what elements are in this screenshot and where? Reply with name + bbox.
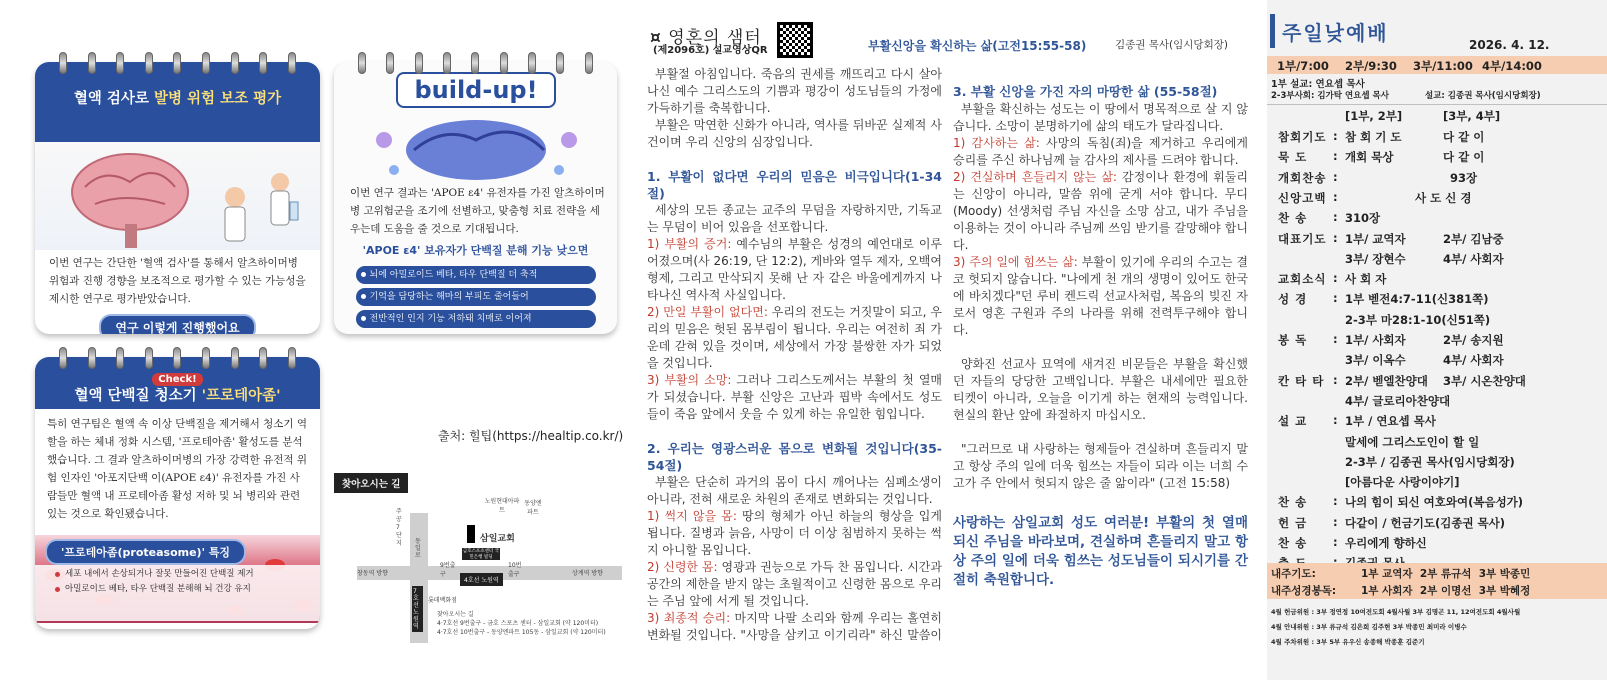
duty-value: 1부 교역자 2부 류규석 3부 박종민	[1361, 568, 1531, 580]
health-card-proteasome	[35, 357, 320, 629]
card3-pill: '프로테아좀(proteasome)' 특징	[45, 539, 246, 565]
order-colon: :	[1333, 372, 1338, 387]
card2-bar: 전반적인 인지 기능 저하돼 치매로 이어져	[356, 310, 596, 328]
order-item-value: 사 회 자	[1345, 272, 1387, 287]
order-divider	[1267, 104, 1607, 105]
sermon-column-left	[647, 66, 942, 644]
column-header: [1부, 2부]	[1345, 109, 1403, 123]
order-item-value: 1부 / 연요셉 목사	[1345, 414, 1436, 429]
order-item-label: 신앙고백	[1278, 190, 1327, 205]
order-item-value: 3부/ 장현수	[1345, 251, 1406, 266]
card3-header: Check! 혈액 단백질 청소기 '프로테아좀'	[35, 357, 320, 409]
card2-rings	[334, 52, 617, 74]
order-item-value: 나의 힘이 되신 여호와여(복음성가)	[1345, 495, 1524, 510]
order-item-value: 다같이 / 헌금기도(김종권 목사)	[1345, 515, 1506, 530]
card1-header: 혈액 검사로 발병 위험 보조 평가	[35, 62, 320, 142]
scripture-quote: "그러므로 내 사랑하는 형제들아 견실하며 흔들리지 말고 항상 주의 일에 더욱 힘쓰는 자들이 되라 이는 너희 수고가 주 안에서 헛되지 않은 줄 앎이라" (고전 15:58)	[953, 442, 1248, 490]
brain-circuit-illustration	[364, 110, 589, 182]
order-item-label: 성 경	[1278, 292, 1308, 307]
directions-map	[332, 468, 622, 648]
card1-rings	[35, 52, 320, 74]
sermon-heading: 2. 우리는 영광스러운 몸으로 변화될 것입니다(35-54절)	[647, 441, 942, 473]
preacher: 김종권 목사(임시당회장)	[1115, 39, 1228, 51]
column-header: [3부, 4부]	[1443, 109, 1501, 123]
map-label: 동양엔파트	[524, 500, 542, 516]
order-item-label: 찬 송	[1278, 211, 1308, 226]
leader-line: 설교: 김종권 목사(임시당회장)	[1425, 91, 1541, 101]
order-colon: :	[1333, 149, 1338, 164]
order-colon: :	[1333, 169, 1338, 184]
sermon-paragraph: 부활은 단순히 과거의 몸이 다시 깨어나는 심폐소생이 아니라, 전혀 새로운 차원의 존재로 변화되는 것입니다.	[647, 475, 942, 506]
order-item-label: 헌 금	[1278, 515, 1308, 530]
duty-label: 내주성경봉독:	[1271, 585, 1337, 597]
duty-label: 내주기도:	[1271, 568, 1316, 580]
order-item-label: 봉 독	[1278, 333, 1308, 347]
issue-label: (제2096호) 설교영상QR	[653, 45, 768, 56]
sermon-point: 2) 신령한 몸: 영광과 권능으로 가득 찬 몸입니다. 시간과 공간의 제한을 받지 않는 초월적이고 신령한 몸으로 우리는 주님 앞에 서게 될 것입니다.	[647, 560, 942, 608]
check-badge: Check!	[152, 373, 202, 386]
church-marker	[467, 525, 475, 543]
card2-bar: 기억을 담당하는 해마의 부피도 줄어들어	[356, 288, 596, 306]
card2-body: 이번 연구 결과는 'APOE ε4' 유전자를 가진 알츠하이머병 고위험군을 조기에 선별하고, 맞춤형 치료 전략을 세우는데 도움을 줄 것으로 기대됩니다.	[350, 187, 605, 235]
card1-pill: 연구 이렇게 진행했어요	[99, 314, 255, 334]
order-note: 4월 주차위원 : 3부 5부 유우신 송종해 박종훈 김준기	[1271, 638, 1425, 646]
map-label: 9번출구	[440, 562, 456, 578]
title-mark-icon: ¤	[650, 28, 662, 48]
order-colon: :	[1333, 413, 1338, 428]
closing-message: 사랑하는 삼일교회 성도 여러분! 부활의 첫 열매 되신 주님을 바라보며, 견실하며 흔들리지 말고 항상 주의 일에 더욱 힘쓰는 성도님들이 되시기를 간절히 축원합니다.	[953, 515, 1248, 588]
order-colon: :	[1333, 189, 1338, 204]
map-label: 창동역 방향	[357, 570, 388, 577]
sermon-point: 1) 부활의 증거: 예수님의 부활은 성경의 예언대로 이루어졌으며(사 26:19, 단 12:2), 게바와 열두 제자, 오백여 형제, 그리고 만삭되지 못해 난 자 같은 바울에게까지 나타나신 역사적 사실입니다.	[647, 237, 943, 302]
order-colon: :	[1333, 271, 1338, 286]
order-colon: :	[1333, 230, 1338, 245]
station-label: 7호선노원역	[412, 586, 423, 632]
service-time: 2부/9:30	[1345, 59, 1397, 73]
order-item-label: 칸 타 타	[1278, 373, 1325, 388]
card3-bullet: 아밀로이드 베타, 타우 단백질 분해해 뇌 건강 유지	[35, 582, 320, 597]
map-label: 노원현대아파트	[484, 498, 520, 514]
map-label: 상계역 방향	[572, 570, 603, 577]
sermon-paragraph: 부활을 확신하는 성도는 이 땅에서 명목적으로 살 지 않습니다. 소망이 분명하기에 삶의 태도가 달라집니다.	[953, 102, 1248, 133]
order-item-value: 우리에게 향하신	[1345, 536, 1427, 550]
order-item-value: 1부 벧전4:7-11(신381쪽)	[1345, 292, 1489, 307]
order-item-value: 310장	[1345, 211, 1381, 226]
service-times-bar	[1267, 56, 1607, 74]
order-title: 주일낮예배	[1282, 21, 1389, 45]
leader-line: 1부 설교: 연요셉 목사	[1271, 79, 1365, 90]
order-item-value: 2-3부 마28:1-10(신51쪽)	[1345, 312, 1491, 327]
leader-line: 2-3부사회: 김가탁 연요셉 목사	[1271, 91, 1389, 101]
service-time: 3부/11:00	[1413, 59, 1473, 73]
map-label: 주공7단지	[396, 508, 402, 547]
brain-lab-icon	[35, 142, 320, 250]
order-colon: :	[1333, 332, 1338, 346]
sermon-heading: 1. 부활이 없다면 우리의 믿음은 비극입니다(1-34절)	[647, 169, 942, 201]
order-item-value: 개회 묵상	[1345, 150, 1394, 165]
card1-body: 이번 연구는 간단한 '혈액 검사'를 통해서 알츠하이머병 위험과 진행 경향을 보조적으로 평가할 수 있는 가능성을 제시한 연구로 평가받았습니다.	[49, 257, 306, 305]
sermon-point: 3) 부활의 소망: 그러나 그리스도께서는 부활의 첫 열매가 되셨습니다. 부활 신앙은 고난과 핍박 속에서도 성도들이 죽음 앞에서 웃을 수 있게 하는 유일한 힘입니다.	[647, 373, 943, 421]
health-card-buildup	[334, 62, 617, 334]
sermon-heading: 3. 부활 신앙을 가진 자의 마땅한 삶 (55-58절)	[953, 84, 1218, 99]
order-item-value: 4부/ 글로리아찬양대	[1345, 393, 1451, 408]
order-item-value: 2부/ 김남중	[1443, 231, 1504, 246]
order-item-value: 1부/ 사회자	[1345, 333, 1406, 347]
order-item-value: 1부/ 교역자	[1345, 231, 1406, 246]
order-item-value: 다 같 이	[1443, 130, 1485, 144]
order-item-label: 교회소식	[1278, 272, 1327, 287]
service-time: 4부/14:00	[1482, 59, 1542, 73]
blood-vessel-illustration	[35, 535, 320, 623]
order-item-value: 4부/ 사회자	[1443, 251, 1504, 266]
sermon-column-right	[953, 66, 1248, 590]
order-colon: :	[1333, 210, 1338, 225]
sermon-point: 3) 주의 일에 힘쓰는 삶: 부활이 있기에 우리의 수고는 결코 헛되지 않습니다. "나에게 천 개의 생명이 있어도 한국에 바치겠다"던 루비 켄드릭 선교사처럼, 복음의 빚진 자로서 영혼 구원과 주의 나라를 위해 전력투구해야 합니다.	[953, 255, 1248, 337]
worship-order-panel	[1267, 0, 1607, 680]
brain-circuit-icon	[364, 110, 589, 182]
order-note: 4월 안내위원 : 3부 류규석 김은희 김주현 3부 박종민 최미라 이병수	[1271, 623, 1467, 631]
sermon-point: 3) 최종적 승리: 마지막 나팔 소리와 함께 우리는 홀연히 변화될 것입니다. "사망을 삼키고 이기리라" 하신 말씀이	[647, 611, 942, 642]
sermon-paragraph: 부활은 막연한 신화가 아니라, 역사를 뒤바꾼 실제적 사건이며 우리 신앙의 심장입니다.	[647, 118, 942, 149]
order-item-label: 대표기도	[1278, 231, 1327, 246]
sermon-paragraph: 부활절 아침입니다. 죽음의 권세를 깨뜨리고 다시 살아나신 예수 그리스도의 기쁨과 평강이 성도님들의 가정에 가득하기를 축복합니다.	[647, 67, 942, 115]
sermon-title: 부활신앙을 확신하는 삶(고전15:55-58)	[868, 39, 1087, 53]
map-label: 10번출구	[508, 562, 522, 578]
map-note: 찾아오시는 길	[437, 611, 474, 618]
card3-bullet: 세포 내에서 손상되거나 잘못 만들어진 단백질 제거	[35, 567, 320, 582]
order-item-value: 참 회 기 도	[1345, 130, 1402, 144]
order-item-value: 사 도 신 경	[1415, 190, 1472, 205]
sermon-point: 1) 썩지 않을 몸: 땅의 형체가 아닌 하늘의 형상을 입게 됩니다. 질병과 늙음, 사망이 더 이상 침범하지 못하는 썩지 아니할 몸입니다.	[647, 509, 942, 557]
health-card-blood-test	[35, 62, 320, 334]
order-colon: :	[1333, 291, 1338, 306]
order-colon: :	[1333, 514, 1338, 529]
order-title-bar	[1270, 14, 1275, 48]
order-item-label: 찬 송	[1278, 536, 1308, 550]
order-colon: :	[1333, 535, 1338, 549]
qr-code-icon[interactable]	[777, 22, 813, 58]
map-label: 롯데백화점	[428, 597, 457, 604]
sermon-point: 2) 견실하며 흔들리지 않는 삶: 감정이나 환경에 휘둘리는 신앙이 아니라, 말씀 위에 굳게 서야 합니다. 무디(Moody) 선생처럼 주님 자신을 소망 삼고, 내가 주님을 이용하는 것이 아니라 주님께 쓰임 받기를 갈망해야 합니다.	[953, 170, 1248, 252]
map-title: 찾아오시는 길	[334, 473, 408, 493]
sermon-paragraph: 세상의 모든 종교는 교주의 무덤을 자랑하지만, 기독교는 무덤이 비어 있음을 선포합니다.	[647, 203, 942, 234]
order-item-label: 설 교	[1278, 414, 1308, 429]
order-item-label: 묵 도	[1278, 150, 1308, 165]
buildup-title: build-up!	[396, 72, 556, 108]
order-item-label: 참회기도	[1278, 130, 1327, 144]
order-item-value: 4부/ 사회자	[1443, 353, 1504, 368]
source-credit[interactable]: 출처: 힐팁(https://healtip.co.kr/)	[438, 429, 624, 443]
order-item-label: 찬 송	[1278, 495, 1308, 510]
order-item-value: 말세에 그리스도인이 할 일	[1345, 434, 1480, 449]
map-church-label: 삼일교회	[480, 534, 515, 544]
map-note: 4·7호선 9번출구 - 금호 스포츠 센터 - 삼일교회 (약 120미터)	[437, 620, 599, 627]
card3-body: 특히 연구팀은 혈액 속 이상 단백질을 제거해서 청소기 역할을 하는 체내 정화 시스템, '프로테아좀' 활성도를 분석했습니다. 그 결과 알츠하이머병의 가장 강력한 유전적 위험 인자인 '아포지단백 이(APOE ε4)' 유전자를 가진 사람들만 혈액 내 프로테아좀 활성 저하 및 뇌 병리와 관련 있는 것으로 확인됐습니다.	[47, 418, 307, 520]
brain-illustration	[35, 142, 320, 250]
order-colon: :	[1333, 494, 1338, 509]
order-item-value: 93장	[1450, 170, 1478, 185]
order-colon: :	[1333, 129, 1338, 143]
sermon-point: 2) 만일 부활이 없다면: 우리의 전도는 거짓말이 되고, 우리의 믿음은 헛된 몸부림이 됩니다. 우리는 여전히 죄 가운데 갇혀 있을 것이며, 세상에서 가장 불쌍한 자가 되었을 것입니다.	[647, 305, 942, 370]
order-item-value: 3부/ 시온찬양대	[1443, 373, 1526, 388]
order-item-label: 개회찬송	[1278, 170, 1327, 185]
map-note: 4·7호선 10번출구 - 동양엔파트 105동 - 삼일교회 (약 120미터)	[437, 629, 606, 636]
card2-subtitle: 'APOE ε4' 보유자가 단백질 분해 기능 낮으면	[362, 244, 589, 257]
map-label: 금호스포츠센터 국민은행 빌딩	[462, 549, 500, 560]
sermon-paragraph: 양화진 선교사 묘역에 새겨진 비문들은 부활을 확신했던 자들의 당당한 고백입니다. 부활은 내세에만 필요한 티켓이 아니라, 오늘을 이기게 하는 현재의 능력입니다. 현실의 환난 앞에 좌절하지 마십시오.	[953, 357, 1248, 422]
order-item-value: 2부/ 벧엘찬양대	[1345, 373, 1428, 388]
duty-value: 1부 사회자 2부 이명선 3부 박혜정	[1361, 585, 1531, 597]
order-item-value: 2부/ 송지원	[1443, 333, 1504, 347]
station-label: 4호선 노원역	[460, 573, 503, 586]
order-item-value: 2-3부 / 김종권 목사(임시당회장)	[1345, 454, 1515, 469]
order-item-value: 3부/ 이옥수	[1345, 353, 1406, 368]
order-item-value: 다 같 이	[1443, 150, 1485, 165]
order-date: 2026. 4. 12.	[1469, 38, 1550, 52]
map-label: 동일로	[415, 538, 421, 559]
service-time: 1부/7:00	[1277, 59, 1329, 73]
card2-bar: 뇌에 아밀로이드 베타, 타우 단백질 더 축적	[356, 266, 596, 284]
bulletin-title: ¤ 영혼의 샘터	[650, 28, 762, 48]
order-note: 4월 헌금위원 : 3부 정연정 10여전도회 4월사월 3부 김명곤 11, 12여전도회 4월사월	[1271, 608, 1521, 616]
card3-rings	[35, 347, 320, 369]
sermon-point: 1) 감사하는 삶: 사망의 독침(죄)을 제거하고 우리에게 승리를 주신 하나님께 늘 감사의 제사를 드려야 합니다.	[953, 136, 1248, 167]
order-item-value: [아름다운 사랑이야기]	[1345, 475, 1460, 490]
